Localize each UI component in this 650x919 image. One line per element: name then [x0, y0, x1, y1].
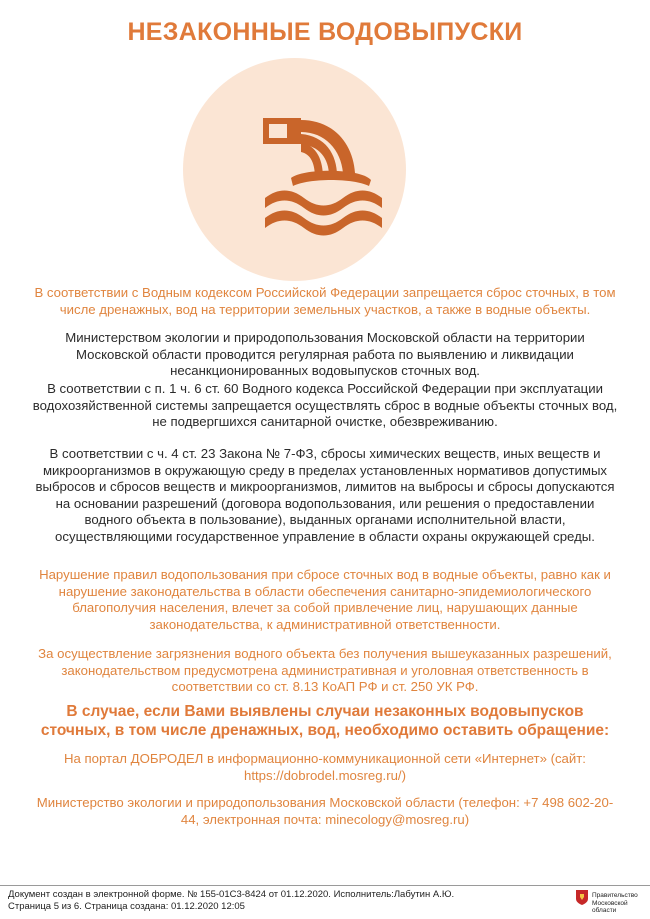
footer-document-info: Документ создан в электронной форме. № 155-01С3-8424 от 01.12.2020. Исполнитель:Лабутин А.Ю.: [8, 889, 455, 900]
dobrodel-contact[interactable]: На портал ДОБРОДЕЛ в информационно-коммуникационной сети «Интернет» (сайт: https://dobrodel.mosreg.ru/): [64, 751, 586, 783]
footer-divider: [0, 885, 650, 886]
water-code-paragraph: В соответствии с п. 1 ч. 6 ст. 60 Водного кодекса Российской Федерации при эксплуатации водохозяйственной системы запрещается осуществлять сброс в водные объекты сточных вод, не подвергшихся санитарной очистке, обезвреживанию.: [32, 381, 618, 429]
emblem-circle: [183, 58, 406, 281]
sewage-discharge-pipe-icon: [183, 58, 406, 281]
law-7fz-paragraph: В соответствии с ч. 4 ст. 23 Закона № 7-ФЗ, сбросы химических веществ, иных веществ и микроорганизмов в окружающую среду в пределах установленных нормативов допустимых выбросов и сбросов веществ и микроорганизмов, лимитов на выбросы и сбросы допускаются на основании разрешений (договора водопользования, или решения о предоставлении водного объекта в пользование), выданных органами исполнительной власти, осуществляющими государственное управление в области охраны окружающей среды.: [35, 446, 615, 544]
footer-page-info: Страница 5 из 6. Страница создана: 01.12.2020 12:05: [8, 901, 245, 912]
government-label: [592, 892, 650, 915]
government-label-line2: Московской области: [592, 899, 628, 914]
intro-paragraph: В соответствии с Водным кодексом Российской Федерации запрещается сброс сточных, в том числе дренажных, вод на территории земельных участков, а также в водные объекты.: [34, 285, 616, 317]
government-label-line1: Правительство: [592, 892, 638, 899]
ministry-contact[interactable]: Министерство экологии и природопользования Московской области (телефон: +7 498 602-20-44, электронная почта: minecology@mosreg.ru): [36, 795, 614, 827]
call-to-action-heading: В случае, если Вами выявлены случаи незаконных водовыпусков сточных, в том числе дренажных, вод, необходимо оставить обращение:: [40, 703, 610, 739]
liability-paragraph: За осуществление загрязнения водного объекта без получения вышеуказанных разрешений, законодательством предусмотрена административная и уголовная ответственность в соответствии со ст. 8.13 КоАП РФ и ст. 250 УК РФ.: [38, 646, 612, 694]
moscow-region-coat-of-arms-icon: [575, 889, 589, 906]
violation-paragraph: Нарушение правил водопользования при сбросе сточных вод в водные объекты, равно как и нарушение законодательства в области обеспечения санитарно-эпидемиологического благополучия населения, влечет за собой привлечение лиц, нарушающих данные законодательства, к административной ответственности.: [39, 567, 611, 632]
page-title: НЕЗАКОННЫЕ ВОДОВЫПУСКИ: [127, 18, 523, 46]
ministry-work-paragraph: Министерством экологии и природопользования Московской области на территории Московской области проводится регулярная работа по выявлению и ликвидации несанкционированных водовыпусков сточных вод.: [65, 330, 585, 378]
